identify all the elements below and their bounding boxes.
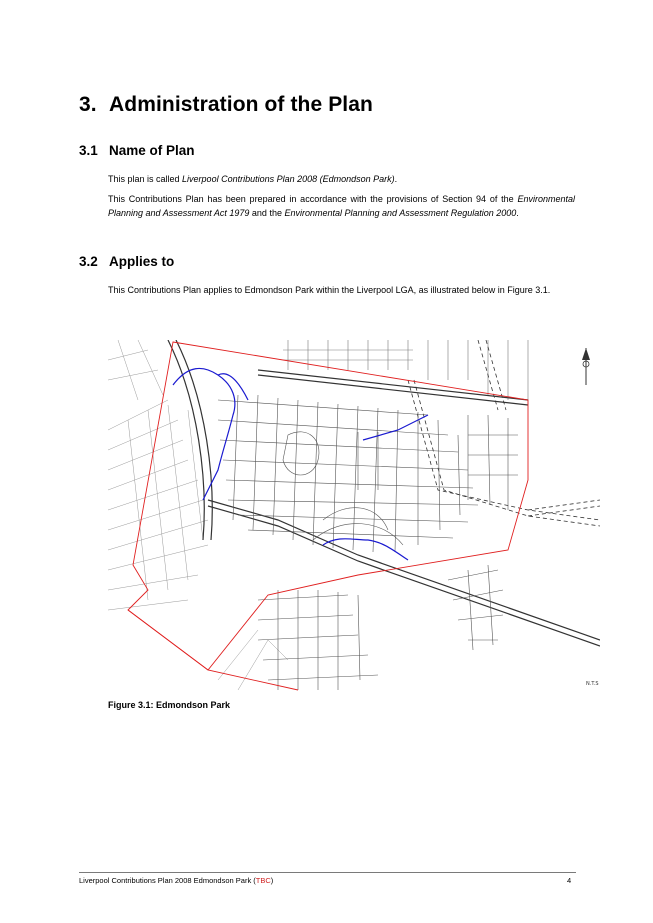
subsection-number: 3.1 bbox=[79, 143, 98, 158]
provisions-paragraph: This Contributions Plan has been prepared in accordance with the provisions of Section 94 of the Environmental Planning and Assessment Act 1979 and the Environmental Planning and Assessment Regulation 2000. bbox=[108, 194, 575, 218]
subsection-number: 3.2 bbox=[79, 254, 98, 269]
plan-name: Liverpool Contributions Plan 2008 (Edmondson Park) bbox=[182, 174, 395, 184]
edmondson-park-map bbox=[108, 340, 600, 692]
subsection-title: Name of Plan bbox=[109, 143, 195, 158]
section-number: 3. bbox=[79, 93, 97, 116]
footer-divider bbox=[79, 872, 576, 873]
subsection-heading-name bbox=[79, 143, 195, 158]
scale-label: N.T.S bbox=[586, 681, 599, 687]
figure-caption: Figure 3.1: Edmondson Park bbox=[108, 700, 231, 710]
subsection-heading-applies bbox=[79, 254, 174, 269]
tbc-badge: TBC bbox=[255, 876, 271, 885]
subsection-title: Applies to bbox=[109, 254, 175, 269]
applies-paragraph: This Contributions Plan applies to Edmondson Park within the Liverpool LGA, as illustrated below in Figure 3.1. bbox=[108, 285, 551, 295]
section-heading bbox=[79, 93, 373, 117]
name-paragraph: This plan is called Liverpool Contributions Plan 2008 (Edmondson Park). bbox=[108, 174, 398, 184]
section-title: Administration of the Plan bbox=[109, 93, 373, 116]
footer-title: Liverpool Contributions Plan 2008 Edmondson Park (TBC) bbox=[79, 876, 274, 885]
page-number: 4 bbox=[567, 876, 572, 885]
